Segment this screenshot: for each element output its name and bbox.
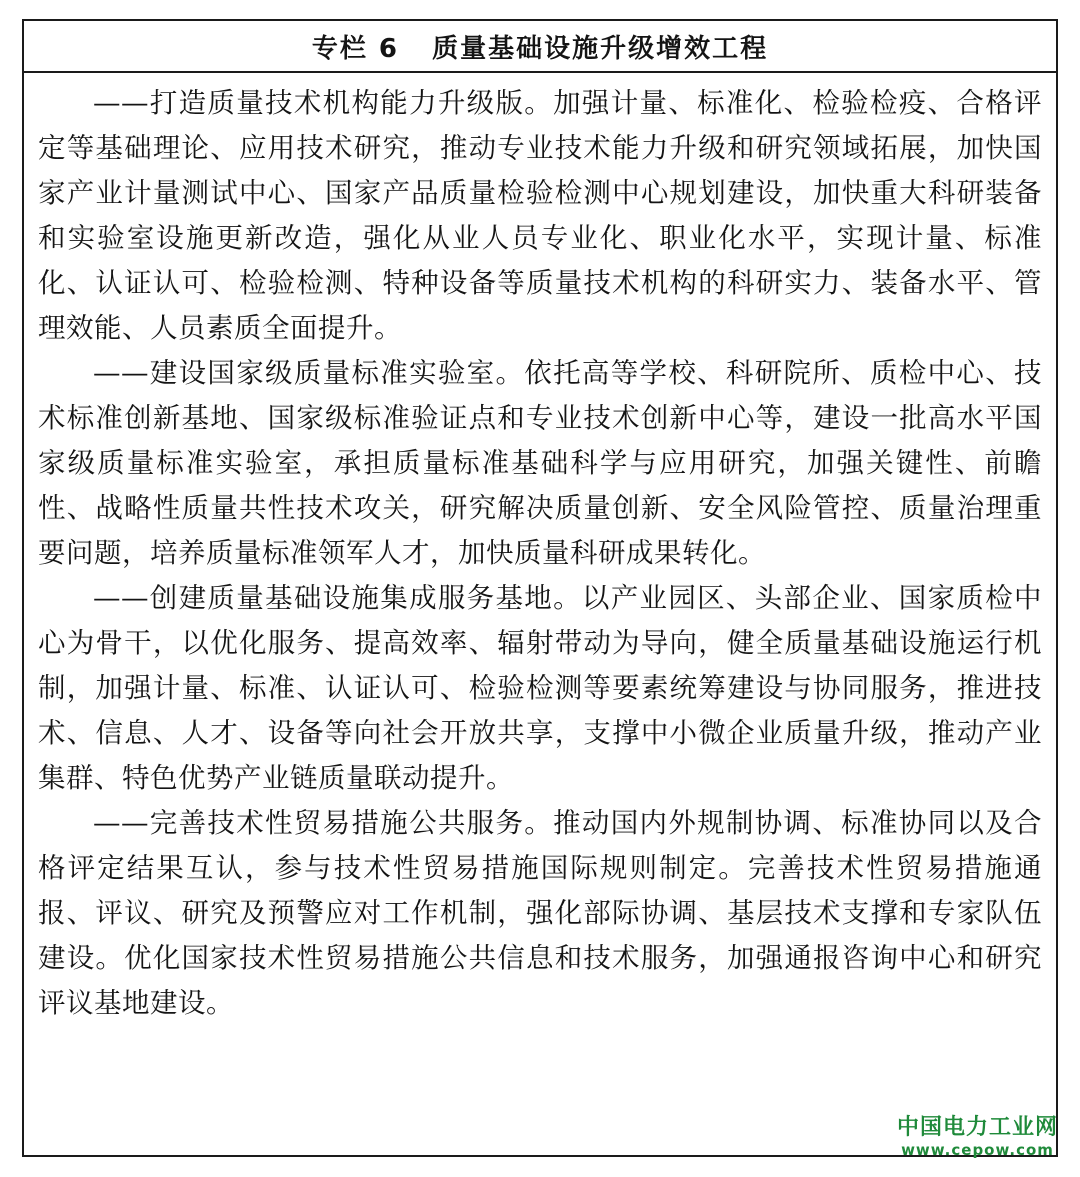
watermark-url: www.cepow.com bbox=[901, 1141, 1054, 1159]
paragraph-4: ——完善技术性贸易措施公共服务。推动国内外规制协调、标准协同以及合格评定结果互认，参与技术性贸易措施国际规则制定。完善技术性贸易措施通报、评议、研究及预警应对工作机制，强化部际协调、基层技术支撑和专家队伍建设。优化国家技术性贸易措施公共信息和技术服务，加强通报咨询中心和研究评议基地建设。 bbox=[38, 807, 1042, 1019]
paragraph-3: ——创建质量基础设施集成服务基地。以产业园区、头部企业、国家质检中心为骨干，以优化服务、提高效率、辐射带动为导向，健全质量基础设施运行机制，加强计量、标准、认证认可、检验检测等要素统筹建设与协同服务，推进技术、信息、人才、设备等向社会开放共享，支撑中小微企业质量升级，推动产业集群、特色优势产业链质量联动提升。 bbox=[38, 582, 1042, 794]
column-title: 专栏 6 质量基础设施升级增效工程 bbox=[311, 33, 769, 64]
paragraph-2: ——建设国家级质量标准实验室。依托高等学校、科研院所、质检中心、技术标准创新基地、国家级标准验证点和专业技术创新中心等，建设一批高水平国家级质量标准实验室，承担质量标准基础科学与应用研究，加强关键性、前瞻性、战略性质量共性技术攻关，研究解决质量创新、安全风险管控、质量治理重要问题，培养质量标准领军人才，加快质量科研成果转化。 bbox=[38, 357, 1042, 569]
column-box bbox=[22, 19, 1058, 1157]
paragraph-1: ——打造质量技术机构能力升级版。加强计量、标准化、检验检疫、合格评定等基础理论、应用技术研究，推动专业技术能力升级和研究领域拓展，加快国家产业计量测试中心、国家产品质量检验检测中心规划建设，加快重大科研装备和实验室设施更新改造，强化从业人员专业化、职业化水平，实现计量、标准化、认证认可、检验检测、特种设备等质量技术机构的科研实力、装备水平、管理效能、人员素质全面提升。 bbox=[38, 87, 1042, 344]
column-body bbox=[24, 73, 1056, 1026]
watermark bbox=[897, 1115, 1058, 1159]
watermark-name: 中国电力工业网 bbox=[896, 1114, 1058, 1140]
column-header bbox=[24, 21, 1056, 73]
